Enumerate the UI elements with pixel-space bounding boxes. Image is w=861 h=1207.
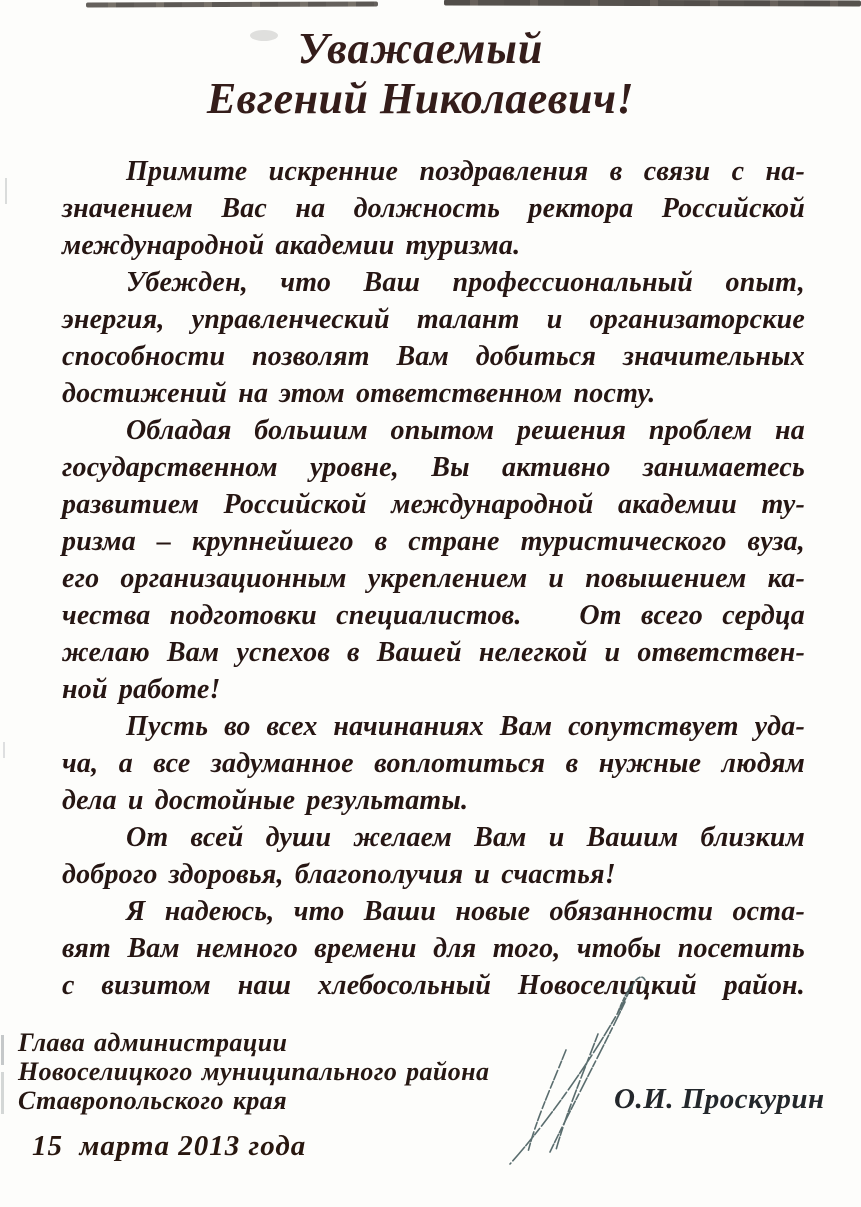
letter-body [62, 153, 805, 1004]
paragraph-1-line-1: Примите искренние поздравления в связи с на- [126, 156, 805, 187]
scan-edge-mark [3, 742, 5, 758]
paragraph-3-line-7: желаю Вам успехов в Вашей нелегкой и ответствен- [62, 637, 805, 668]
paragraph-3-line-6: чества подготовки специалистов. От всего сердца [62, 600, 805, 631]
salutation-line-2: Евгений Николаевич! [206, 74, 635, 123]
paragraph-4-line-3: дела и достойные результаты. [62, 785, 469, 816]
paragraph-2-line-4: достижений на этом ответственном посту. [62, 378, 656, 409]
paragraph-3-line-8: ной работе! [62, 674, 221, 705]
signer-title-line-3: Ставропольского края [18, 1086, 287, 1115]
paragraph-5 [62, 819, 805, 893]
paragraph-2-line-1: Убежден, что Ваш профессиональный опыт, [126, 267, 805, 298]
signer-title-block [18, 1028, 489, 1115]
paragraph-2 [62, 264, 805, 412]
paragraph-6-line-1: Я надеюсь, что Ваши новые обязанности оста- [126, 896, 805, 927]
paragraph-4 [62, 708, 805, 819]
paragraph-4-line-2: ча, а все задуманное воплотиться в нужные людям [62, 748, 805, 779]
paragraph-3-line-1: Обладая большим опытом решения проблем на [126, 415, 805, 446]
signer-title-line-2: Новоселицкого муниципального района [18, 1057, 490, 1086]
scan-artifact-top-right [444, 0, 861, 7]
paragraph-1-line-2: значением Вас на должность ректора Российской [62, 193, 805, 224]
paragraph-3-line-4: ризма – крупнейшего в стране туристического вуза, [62, 526, 805, 557]
paragraph-5-line-2: доброго здоровья, благополучия и счастья! [62, 859, 616, 890]
salutation-title [0, 0, 861, 124]
scan-smudge [250, 30, 278, 41]
paragraph-1-line-3: международной академии туризма. [62, 230, 521, 261]
paragraph-2-line-2: энергия, управленческий талант и организаторские [62, 304, 805, 335]
paragraph-6-line-3: с визитом наш хлебосольный Новоселицкий район. [62, 970, 805, 1001]
handwritten-signature [470, 972, 650, 1172]
paragraph-6 [62, 893, 805, 1004]
letter-date: 15 марта 2013 года [32, 1130, 307, 1162]
paragraph-3-line-2: государственном уровне, Вы активно занимаетесь [62, 452, 805, 483]
paragraph-1 [62, 153, 805, 264]
paragraph-6-line-2: вят Вам немного времени для того, чтобы посетить [62, 933, 805, 964]
signer-title-line-1: Глава администрации [18, 1028, 288, 1057]
scan-artifact-top-left [86, 1, 378, 7]
salutation-line-1: Уважаемый [297, 24, 544, 73]
paragraph-4-line-1: Пусть во всех начинаниях Вам сопутствует уда- [126, 711, 805, 742]
paragraph-5-line-1: От всей души желаем Вам и Вашим близким [126, 822, 805, 853]
scan-edge-mark [1, 1072, 4, 1114]
scan-edge-mark [5, 178, 7, 204]
scan-edge-mark [1, 1035, 4, 1065]
paragraph-2-line-3: способности позволят Вам добиться значительных [62, 341, 805, 372]
paragraph-3-line-3: развитием Российской международной академии ту- [62, 489, 805, 520]
paragraph-3-line-5: его организационным укреплением и повышением ка- [62, 563, 805, 594]
signer-name: О.И. Проскурин [614, 1083, 825, 1115]
paragraph-3 [62, 412, 805, 708]
